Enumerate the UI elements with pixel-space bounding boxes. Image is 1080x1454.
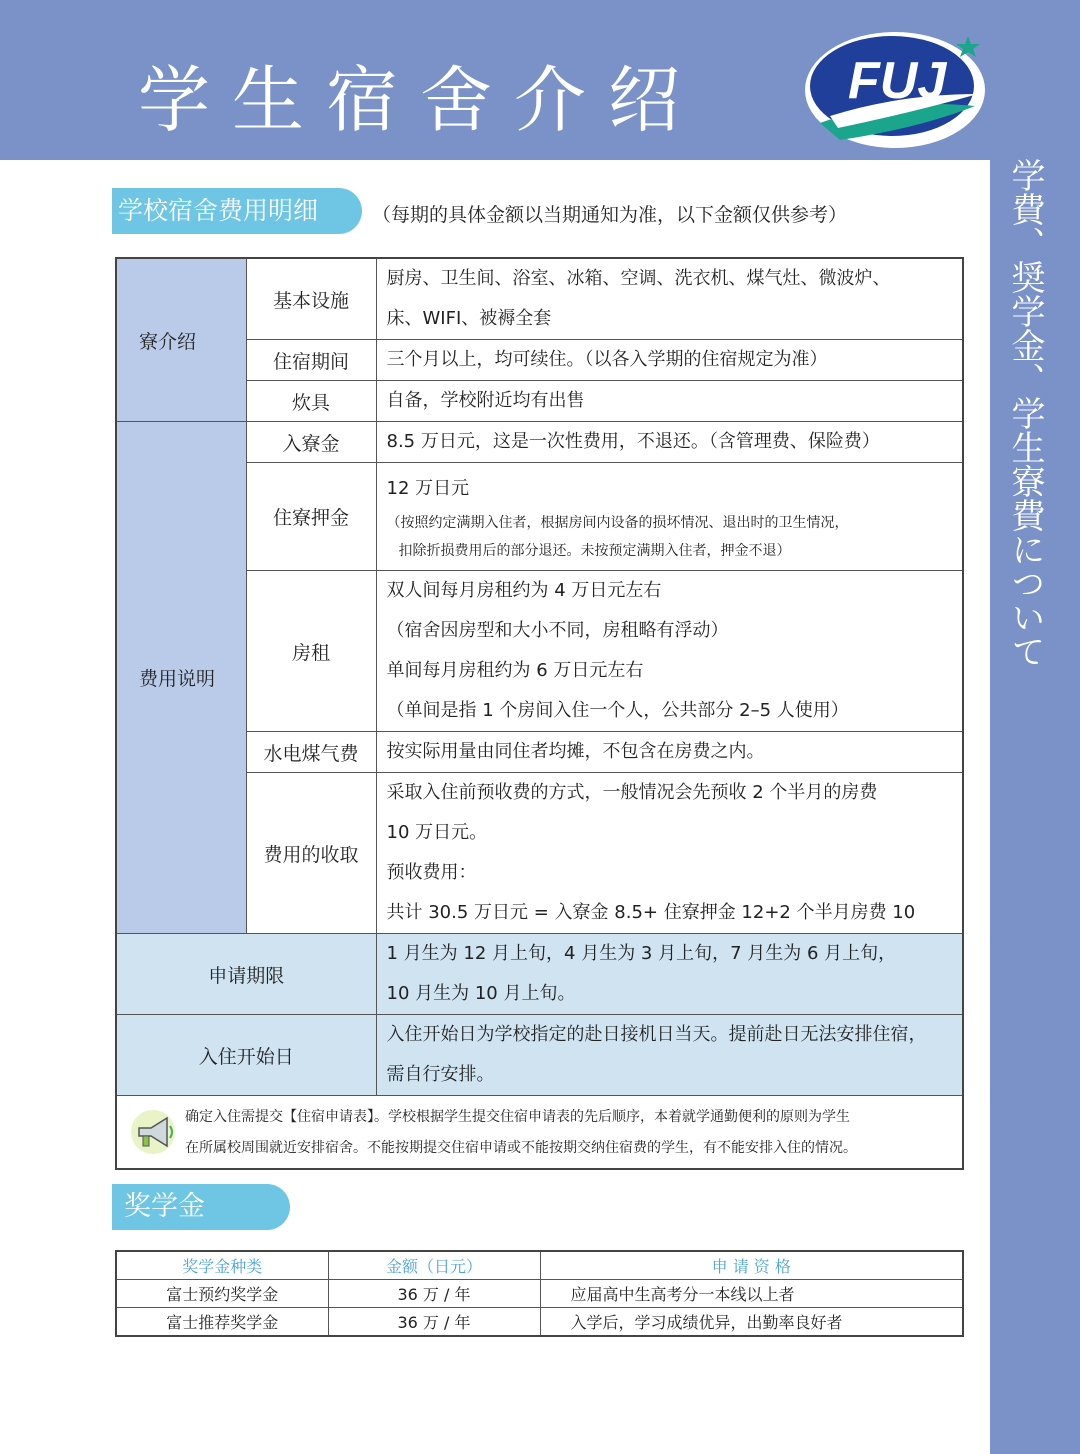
- value-rent: 双人间每月房租约为 4 万日元左右 （宿舍因房型和大小不同，房租略有浮动） 单间每月房租约为 6 万日元左右 （单间是指 1 个房间入住一个人，公共部分 2–5 人使用）: [376, 571, 963, 732]
- value-facilities: 厨房、卫生间、浴室、冰箱、空调、洗衣机、煤气灶、微波炉、 床、WIFI、被褥全套: [376, 258, 963, 340]
- scholarship-eligibility: 入学后，学习成绩优异，出勤率良好者: [540, 1308, 963, 1337]
- value-start-date: 入住开始日为学校指定的赴日接机日当天。提前赴日无法安排住宿， 需自行安排。: [376, 1015, 963, 1096]
- value-cookware: 自备，学校附近均有出售: [376, 381, 963, 422]
- table-row: [116, 1280, 963, 1308]
- scholarship-amount: 36 万 / 年: [328, 1308, 540, 1337]
- dorm-fee-table: [115, 257, 964, 1170]
- page-header: [0, 0, 1080, 160]
- label-start-date: 入住开始日: [116, 1015, 376, 1096]
- header-amount: 金额（日元）: [328, 1251, 540, 1280]
- scholarship-amount: 36 万 / 年: [328, 1280, 540, 1308]
- notice-row: [116, 1096, 963, 1170]
- group-fee-explanation: 费用说明: [116, 422, 246, 934]
- value-entry-fee: 8.5 万日元，这是一次性费用，不退还。（含管理费、保险费）: [376, 422, 963, 463]
- label-rent: 房租: [246, 571, 376, 732]
- fees-section-tab: 学校宿舍费用明细: [112, 188, 362, 234]
- table-row: [116, 1308, 963, 1337]
- group-dorm-intro: 寮介绍: [116, 258, 246, 422]
- label-utilities: 水电煤气费: [246, 732, 376, 773]
- label-deadline: 申请期限: [116, 934, 376, 1015]
- label-collection: 费用的收取: [246, 773, 376, 934]
- value-collection: 采取入住前预收费的方式，一般情况会先预收 2 个半月的房费 10 万日元。 预收费用： 共计 30.5 万日元 = 入寮金 8.5+ 住寮押金 12+2 个半月房费 10: [376, 773, 963, 934]
- label-period: 住宿期间: [246, 340, 376, 381]
- value-deposit: 12 万日元 （按照约定满期入住者，根据房间内设备的损坏情况、退出时的卫生情况， 扣除折损费用后的部分退还。未按预定满期入住者，押金不退）: [376, 463, 963, 571]
- notice-text: 确定入住需提交【住宿申请表】。学校根据学生提交住宿申请表的先后顺序，本着就学通勤便利的原则为学生 在所属校周围就近安排宿舍。不能按期提交住宿申请或不能按期交纳住宿费的学生，有不能安排入住的情况。: [185, 1109, 857, 1156]
- value-deadline: 1 月生为 12 月上旬，4 月生为 3 月上旬，7 月生为 6 月上旬， 10 月生为 10 月上旬。: [376, 934, 963, 1015]
- value-period: 三个月以上，均可续住。（以各入学期的住宿规定为准）: [376, 340, 963, 381]
- fees-note: （每期的具体金额以当期通知为准，以下金额仅供参考）: [372, 204, 848, 226]
- label-cookware: 炊具: [246, 381, 376, 422]
- label-deposit: 住寮押金: [246, 463, 376, 571]
- header-eligibility: 申 请 资 格: [540, 1251, 963, 1280]
- scholarship-type: 富士预约奖学金: [116, 1280, 328, 1308]
- scholarship-section-tab: 奖学金: [112, 1184, 290, 1230]
- megaphone-icon: [129, 1108, 179, 1156]
- school-logo: [800, 28, 990, 153]
- value-utilities: 按实际用量由同住者均摊，不包含在房费之内。: [376, 732, 963, 773]
- label-entry-fee: 入寮金: [246, 422, 376, 463]
- scholarship-eligibility: 应届高中生高考分一本线以上者: [540, 1280, 963, 1308]
- header-type: 奖学金种类: [116, 1251, 328, 1280]
- page-title: 学生宿舍介绍: [138, 58, 703, 142]
- scholarship-table: [115, 1250, 964, 1337]
- label-facilities: 基本设施: [246, 258, 376, 340]
- side-vertical-title: 学費、奨学金、学生寮費について: [1005, 158, 1045, 668]
- scholarship-type: 富士推荐奖学金: [116, 1308, 328, 1337]
- logo-text: FUJ: [848, 52, 947, 110]
